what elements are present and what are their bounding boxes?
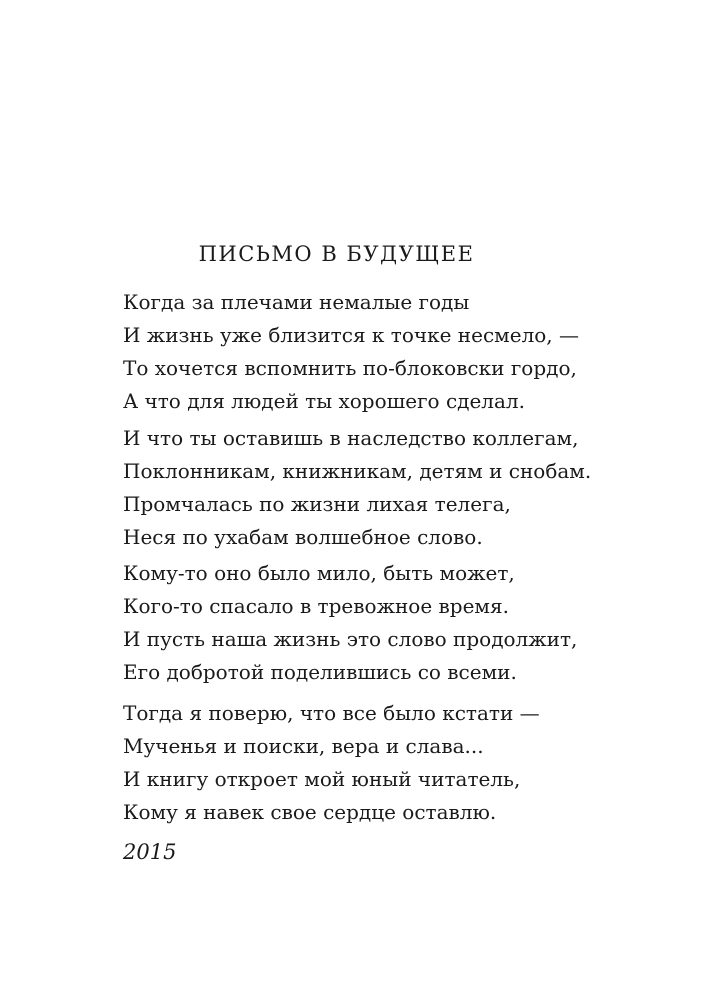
poem-line: И жизнь уже близится к точке несмело, —: [123, 323, 580, 347]
poem-line: Когда за плечами немалые годы: [123, 290, 470, 314]
poem-line: И пусть наша жизнь это слово продолжит,: [123, 627, 578, 651]
poem-line: Кому-то оно было мило, быть может,: [123, 561, 515, 585]
poem-line: Промчалась по жизни лихая телега,: [123, 492, 511, 516]
poem-line: Его добротой поделившись со всеми.: [123, 660, 517, 684]
poem-line: Мученья и поиски, вера и слава...: [123, 734, 484, 758]
poem-line: Кому я навек свое сердце оставлю.: [123, 800, 497, 824]
stanza-2: [123, 422, 663, 554]
stanza-4: [123, 697, 663, 829]
poem-title: ПИСЬМО В БУДУЩЕЕ: [198, 242, 475, 266]
poem-line: То хочется вспомнить по-блоковски гордо,: [123, 356, 577, 380]
poem-line: Поклонникам, книжникам, детям и снобам.: [123, 459, 592, 483]
poem-line: Тогда я поверю, что все было кстати —: [123, 701, 540, 725]
stanza-3: [123, 557, 663, 689]
stanza-1: [123, 286, 663, 418]
poem-line: А что для людей ты хорошего сделал.: [123, 389, 525, 413]
poem-line: Неся по ухабам волшебное слово.: [123, 525, 483, 549]
poem-line: И что ты оставишь в наследство коллегам,: [123, 426, 579, 450]
poem-year: 2015: [123, 840, 177, 864]
poem-line: Кого-то спасало в тревожное время.: [123, 594, 509, 618]
poem-line: И книгу откроет мой юный читатель,: [123, 767, 521, 791]
